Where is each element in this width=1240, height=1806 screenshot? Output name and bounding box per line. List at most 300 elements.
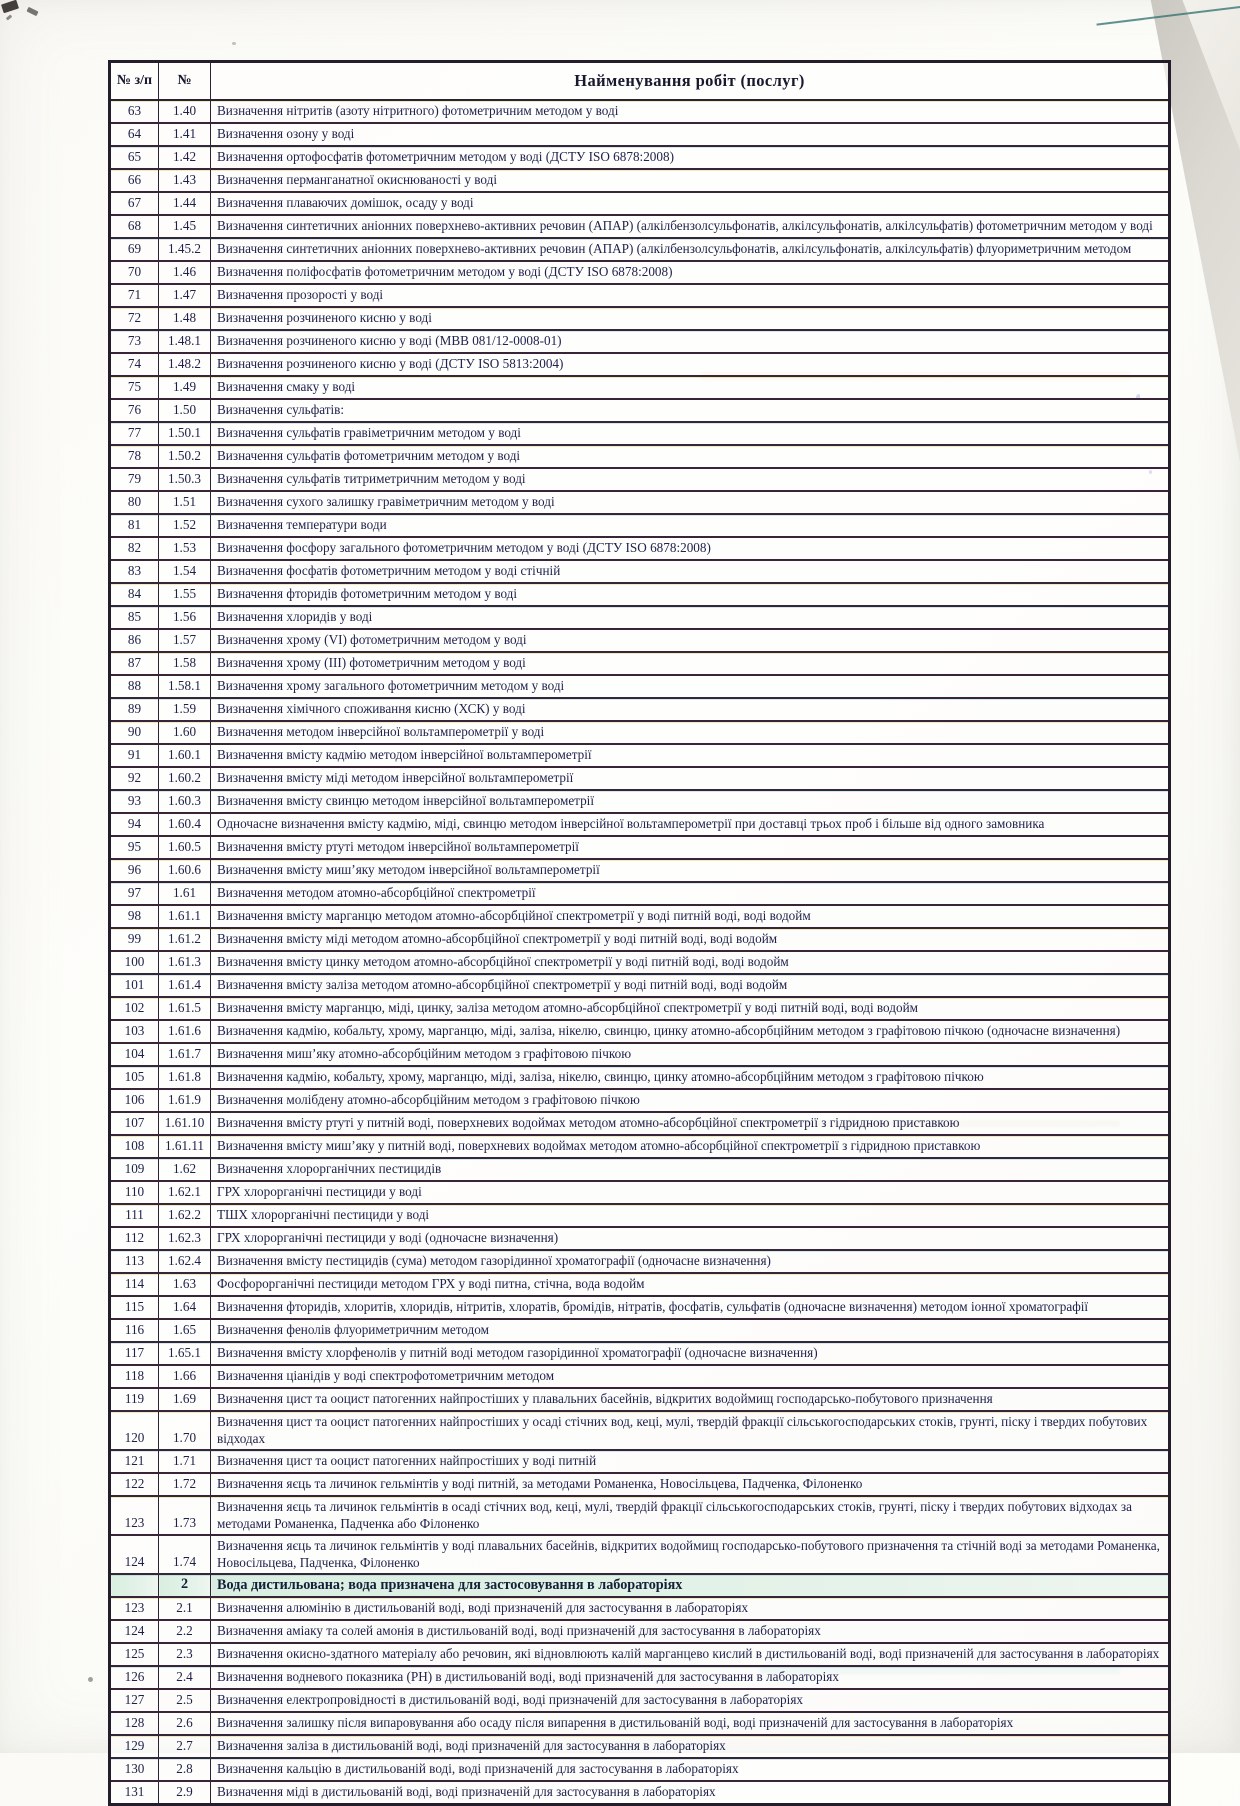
row-index: 120: [110, 1411, 159, 1450]
service-row: [110, 1342, 1170, 1365]
service-row: [110, 1535, 1170, 1574]
row-service-name: Визначення смаку у воді: [211, 376, 1170, 399]
service-row: [110, 123, 1170, 146]
row-code: 2.4: [159, 1666, 211, 1689]
row-service-name: Визначення цист та ооцист патогенних найпростіших у осаді стічних вод, кеці, мулі, твердій фракції сільськогосподарських стоків, грунті, піску і твердих побутових відходах: [211, 1411, 1170, 1450]
row-index: 66: [110, 169, 159, 192]
row-code: 1.60.6: [159, 859, 211, 882]
service-row: [110, 284, 1170, 307]
row-index: 118: [110, 1365, 159, 1388]
row-service-name: Визначення кальцію в дистильованій воді, воді призначеній для застосування в лабораторіях: [211, 1758, 1170, 1781]
row-code: 1.61.2: [159, 928, 211, 951]
row-index: 124: [110, 1620, 159, 1643]
row-service-name: Визначення фосфору загального фотометричним методом у воді (ДСТУ ISO 6878:2008): [211, 537, 1170, 560]
row-service-name: Визначення температури води: [211, 514, 1170, 537]
row-service-name: Визначення синтетичних аніонних поверхнево-активних речовин (АПАР) (алкілбензолсульфонатів, алкілсульфонатів, алкілсульфатів) фотометричним методом у воді: [211, 215, 1170, 238]
service-row: [110, 1620, 1170, 1643]
row-code: 1.50.1: [159, 422, 211, 445]
row-code: 1.60.5: [159, 836, 211, 859]
service-row: [110, 1135, 1170, 1158]
row-service-name: Визначення вмісту хлорфенолів у питній воді методом газорідинної хроматографії (одночасне визначення): [211, 1342, 1170, 1365]
service-row: [110, 1112, 1170, 1135]
scan-smudge-artifact: [6, 14, 13, 20]
service-row: [110, 537, 1170, 560]
service-row: [110, 1043, 1170, 1066]
row-service-name: Визначення сульфатів гравіметричним методом у воді: [211, 422, 1170, 445]
row-index: 69: [110, 238, 159, 261]
service-row: [110, 698, 1170, 721]
row-service-name: Визначення кадмію, кобальту, хрому, марганцю, міді, заліза, нікелю, свинцю, цинку атомно-абсорбційним методом з графітовою пічкою (одночасне визначення): [211, 1020, 1170, 1043]
row-service-name: Визначення синтетичних аніонних поверхнево-активних речовин (АПАР) (алкілбензолсульфонатів, алкілсульфонатів, алкілсульфатів) флуориметричним методом: [211, 238, 1170, 261]
row-index: 121: [110, 1450, 159, 1473]
row-code: 1.62.3: [159, 1227, 211, 1250]
row-code: 1.61.4: [159, 974, 211, 997]
service-row: [110, 1158, 1170, 1181]
service-row: [110, 1365, 1170, 1388]
row-code: 1.61.6: [159, 1020, 211, 1043]
service-row: [110, 767, 1170, 790]
service-row: [110, 376, 1170, 399]
row-code: 1.71: [159, 1450, 211, 1473]
row-code: 1.61.9: [159, 1089, 211, 1112]
row-code: 1.59: [159, 698, 211, 721]
row-service-name: Визначення поліфосфатів фотометричним методом у воді (ДСТУ ISO 6878:2008): [211, 261, 1170, 284]
row-index: 116: [110, 1319, 159, 1342]
row-code: 2.3: [159, 1643, 211, 1666]
row-code: 2.2: [159, 1620, 211, 1643]
row-code: 1.60.4: [159, 813, 211, 836]
row-index: 112: [110, 1227, 159, 1250]
row-service-name: Визначення молібдену атомно-абсорбційним методом з графітовою пічкою: [211, 1089, 1170, 1112]
service-row: [110, 1735, 1170, 1758]
row-index: 71: [110, 284, 159, 307]
row-index: 87: [110, 652, 159, 675]
row-code: 2.5: [159, 1689, 211, 1712]
row-index: 119: [110, 1388, 159, 1411]
row-code: 1.74: [159, 1535, 211, 1574]
row-code: 1.61.3: [159, 951, 211, 974]
row-code: 1.50.3: [159, 468, 211, 491]
row-index: 110: [110, 1181, 159, 1204]
row-index: 83: [110, 560, 159, 583]
column-header-index: № з/п: [110, 62, 159, 101]
row-code: 1.70: [159, 1411, 211, 1450]
row-index: 107: [110, 1112, 159, 1135]
row-index: 74: [110, 353, 159, 376]
row-code: 2.7: [159, 1735, 211, 1758]
service-row: [110, 1204, 1170, 1227]
service-row: [110, 238, 1170, 261]
row-code: 1.45: [159, 215, 211, 238]
service-row: [110, 1296, 1170, 1319]
service-row: [110, 1273, 1170, 1296]
row-code: 1.61.5: [159, 997, 211, 1020]
service-row: [110, 146, 1170, 169]
row-service-name: Визначення яєць та личинок гельмінтів у воді плавальних басейнів, відкритих водоймищ господарсько-побутового призначення та стічній воді за методами Романенка, Новосільцева, Падченка, Філоненко: [211, 1535, 1170, 1574]
row-code: 1.48.1: [159, 330, 211, 353]
row-code: 1.61.8: [159, 1066, 211, 1089]
row-index: 128: [110, 1712, 159, 1735]
row-index: 97: [110, 882, 159, 905]
row-service-name: Визначення хрому загального фотометричним методом у воді: [211, 675, 1170, 698]
row-service-name: Визначення вмісту ртуті у питній воді, поверхневих водоймах методом атомно-абсорбційної спектрометрії з гідридною приставкою: [211, 1112, 1170, 1135]
row-code: 1.64: [159, 1296, 211, 1319]
row-index: 70: [110, 261, 159, 284]
row-code: 1.58: [159, 652, 211, 675]
service-row: [110, 744, 1170, 767]
row-index: 126: [110, 1666, 159, 1689]
row-service-name: ТШХ хлорорганічні пестициди у воді: [211, 1204, 1170, 1227]
service-row: [110, 1181, 1170, 1204]
row-code: 1.41: [159, 123, 211, 146]
row-code: 1.45.2: [159, 238, 211, 261]
row-code: 1.62: [159, 1158, 211, 1181]
service-row: [110, 928, 1170, 951]
row-service-name: Визначення залишку після випаровування або осаду після випарення в дистильованій воді, воді призначеній для застосування в лабораторіях: [211, 1712, 1170, 1735]
row-code: 1.65.1: [159, 1342, 211, 1365]
service-row: [110, 652, 1170, 675]
row-code: 1.73: [159, 1496, 211, 1535]
row-service-name: Визначення окисно-здатного матеріалу або речовин, які відновлюють калій марганцево кислий в дистильованій воді, воді призначеній для застосування в лабораторіях: [211, 1643, 1170, 1666]
row-index: 114: [110, 1273, 159, 1296]
row-service-name: Визначення вмісту цинку методом атомно-абсорбційної спектрометрії у воді питній воді, воді водойм: [211, 951, 1170, 974]
row-index: 111: [110, 1204, 159, 1227]
service-row: [110, 974, 1170, 997]
section-header-row: [110, 1574, 1170, 1597]
row-index: 98: [110, 905, 159, 928]
scan-speck-artifact: [88, 1677, 93, 1682]
row-code: 1.56: [159, 606, 211, 629]
services-table: [108, 60, 1171, 1806]
row-index: 92: [110, 767, 159, 790]
service-row: [110, 1473, 1170, 1496]
row-index: 109: [110, 1158, 159, 1181]
service-row: [110, 836, 1170, 859]
row-code: 1.60.3: [159, 790, 211, 813]
row-service-name: Фосфорорганічні пестициди методом ГРХ у воді питна, стічна, вода водойм: [211, 1273, 1170, 1296]
row-code: 1.60.2: [159, 767, 211, 790]
row-code: 1.72: [159, 1473, 211, 1496]
row-service-name: Визначення вмісту міді методом інверсійної вольтамперометрії: [211, 767, 1170, 790]
row-service-name: Визначення яєць та личинок гельмінтів у воді питній, за методами Романенка, Новосільцева, Падченка, Філоненко: [211, 1473, 1170, 1496]
row-service-name: Визначення фенолів флуориметричним методом: [211, 1319, 1170, 1342]
service-row: [110, 307, 1170, 330]
row-code: 1.49: [159, 376, 211, 399]
row-service-name: Визначення хлоридів у воді: [211, 606, 1170, 629]
row-service-name: Визначення цист та ооцист патогенних найпростіших у воді питній: [211, 1450, 1170, 1473]
column-header-name: Найменування робіт (послуг): [211, 62, 1170, 101]
row-index: [110, 1574, 159, 1597]
row-index: 130: [110, 1758, 159, 1781]
row-service-name: Визначення вмісту марганцю методом атомно-абсорбційної спектрометрії у воді питній воді, воді водойм: [211, 905, 1170, 928]
row-service-name: Визначення сульфатів титриметричним методом у воді: [211, 468, 1170, 491]
service-row: [110, 1689, 1170, 1712]
service-row: [110, 560, 1170, 583]
service-row: [110, 1781, 1170, 1805]
row-code: 1.53: [159, 537, 211, 560]
column-header-code: №: [159, 62, 211, 101]
row-code: 1.47: [159, 284, 211, 307]
row-service-name: Визначення вмісту миш’яку у питній воді, поверхневих водоймах методом атомно-абсорбційної спектрометрії з гідридною приставкою: [211, 1135, 1170, 1158]
row-code: 1.50: [159, 399, 211, 422]
row-code: 2.8: [159, 1758, 211, 1781]
row-service-name: Вода дистильована; вода призначена для застосовування в лабораторіях: [211, 1574, 1170, 1597]
row-code: 1.55: [159, 583, 211, 606]
row-index: 89: [110, 698, 159, 721]
row-service-name: Визначення міді в дистильованій воді, воді призначеній для застосування в лабораторіях: [211, 1781, 1170, 1805]
row-service-name: Визначення фосфатів фотометричним методом у воді стічній: [211, 560, 1170, 583]
row-code: 1.66: [159, 1365, 211, 1388]
row-service-name: Одночасне визначення вмісту кадмію, міді, свинцю методом інверсійної вольтамперометрії при доставці трьох проб і більше від одного замовника: [211, 813, 1170, 836]
row-index: 102: [110, 997, 159, 1020]
row-code: 1.46: [159, 261, 211, 284]
table-header: [110, 62, 1170, 101]
row-code: 1.62.1: [159, 1181, 211, 1204]
service-row: [110, 261, 1170, 284]
service-row: [110, 1643, 1170, 1666]
row-code: 1.61.11: [159, 1135, 211, 1158]
row-service-name: Визначення перманганатної окиснюваності у воді: [211, 169, 1170, 192]
service-row: [110, 353, 1170, 376]
row-index: 125: [110, 1643, 159, 1666]
row-index: 96: [110, 859, 159, 882]
service-row: [110, 1496, 1170, 1535]
row-index: 79: [110, 468, 159, 491]
row-index: 104: [110, 1043, 159, 1066]
row-code: 1.60: [159, 721, 211, 744]
row-code: 1.42: [159, 146, 211, 169]
row-index: 95: [110, 836, 159, 859]
row-index: 91: [110, 744, 159, 767]
service-row: [110, 997, 1170, 1020]
row-index: 88: [110, 675, 159, 698]
row-index: 108: [110, 1135, 159, 1158]
service-row: [110, 1411, 1170, 1450]
service-row: [110, 1020, 1170, 1043]
row-service-name: Визначення кадмію, кобальту, хрому, марганцю, міді, заліза, нікелю, свинцю, цинку атомно-абсорбційним методом з графітовою пічкою: [211, 1066, 1170, 1089]
row-service-name: Визначення яєць та личинок гельмінтів в осаді стічних вод, кеці, мулі, твердій фракції сільськогосподарських стоків, грунті, піску і твердих побутових відходах за методами Романенка, Падченка або Філоненко: [211, 1496, 1170, 1535]
row-index: 94: [110, 813, 159, 836]
row-index: 68: [110, 215, 159, 238]
row-service-name: Визначення методом атомно-абсорбційної спектрометрії: [211, 882, 1170, 905]
row-index: 105: [110, 1066, 159, 1089]
row-code: 1.48.2: [159, 353, 211, 376]
row-code: 1.50.2: [159, 445, 211, 468]
row-index: 77: [110, 422, 159, 445]
service-row: [110, 1388, 1170, 1411]
row-index: 127: [110, 1689, 159, 1712]
row-index: 80: [110, 491, 159, 514]
table-body: [110, 100, 1170, 1805]
service-row: [110, 399, 1170, 422]
row-service-name: Визначення фторидів, хлоритів, хлоридів, нітритів, хлоратів, бромідів, нітратів, фосфатів, сульфатів (одночасне визначення) методом іонної хроматографії: [211, 1296, 1170, 1319]
row-service-name: ГРХ хлорорганічні пестициди у воді (одночасне визначення): [211, 1227, 1170, 1250]
row-code: 1.44: [159, 192, 211, 215]
row-service-name: Визначення електропровідності в дистильованій воді, воді призначеній для застосування в лабораторіях: [211, 1689, 1170, 1712]
row-service-name: Визначення фторидів фотометричним методом у воді: [211, 583, 1170, 606]
row-index: 67: [110, 192, 159, 215]
service-row: [110, 100, 1170, 123]
row-code: 1.60.1: [159, 744, 211, 767]
row-service-name: Визначення розчиненого кисню у воді (МВВ 081/12-0008-01): [211, 330, 1170, 353]
row-code: 1.61.7: [159, 1043, 211, 1066]
row-service-name: Визначення ціанідів у воді спектрофотометричним методом: [211, 1365, 1170, 1388]
service-row: [110, 951, 1170, 974]
row-index: 63: [110, 100, 159, 123]
row-index: 129: [110, 1735, 159, 1758]
scan-smudge-artifact: [1, 0, 19, 13]
row-index: 78: [110, 445, 159, 468]
row-code: 1.63: [159, 1273, 211, 1296]
row-service-name: Визначення прозорості у воді: [211, 284, 1170, 307]
row-code: 2: [159, 1574, 211, 1597]
service-row: [110, 445, 1170, 468]
row-service-name: ГРХ хлорорганічні пестициди у воді: [211, 1181, 1170, 1204]
row-code: 1.62.4: [159, 1250, 211, 1273]
row-code: 1.40: [159, 100, 211, 123]
row-code: 1.48: [159, 307, 211, 330]
row-service-name: Визначення сульфатів:: [211, 399, 1170, 422]
row-service-name: Визначення аміаку та солей амонія в дистильованій воді, воді призначеній для застосування в лабораторіях: [211, 1620, 1170, 1643]
row-code: 2.1: [159, 1597, 211, 1620]
row-service-name: Визначення озону у воді: [211, 123, 1170, 146]
scan-speck-artifact: [232, 42, 236, 45]
service-row: [110, 1250, 1170, 1273]
row-code: 1.58.1: [159, 675, 211, 698]
service-row: [110, 1758, 1170, 1781]
row-service-name: Визначення хрому (VI) фотометричним методом у воді: [211, 629, 1170, 652]
row-index: 103: [110, 1020, 159, 1043]
row-index: 81: [110, 514, 159, 537]
row-index: 86: [110, 629, 159, 652]
service-row: [110, 1450, 1170, 1473]
row-service-name: Визначення вмісту ртуті методом інверсійної вольтамперометрії: [211, 836, 1170, 859]
row-service-name: Визначення ортофосфатів фотометричним методом у воді (ДСТУ ISO 6878:2008): [211, 146, 1170, 169]
row-service-name: Визначення заліза в дистильованій воді, воді призначеній для застосування в лабораторіях: [211, 1735, 1170, 1758]
row-index: 122: [110, 1473, 159, 1496]
row-code: 1.61.1: [159, 905, 211, 928]
row-code: 1.65: [159, 1319, 211, 1342]
service-row: [110, 583, 1170, 606]
row-service-name: Визначення сухого залишку гравіметричним методом у воді: [211, 491, 1170, 514]
service-row: [110, 721, 1170, 744]
row-service-name: Визначення вмісту заліза методом атомно-абсорбційної спектрометрії у воді питній воді, воді водойм: [211, 974, 1170, 997]
row-service-name: Визначення вмісту миш’яку методом інверсійної вольтамперометрії: [211, 859, 1170, 882]
row-service-name: Визначення хрому (III) фотометричним методом у воді: [211, 652, 1170, 675]
row-code: 2.9: [159, 1781, 211, 1805]
service-row: [110, 790, 1170, 813]
row-code: 1.61: [159, 882, 211, 905]
row-index: 123: [110, 1496, 159, 1535]
service-row: [110, 169, 1170, 192]
row-index: 85: [110, 606, 159, 629]
row-index: 64: [110, 123, 159, 146]
row-index: 75: [110, 376, 159, 399]
row-service-name: Визначення нітритів (азоту нітритного) фотометричним методом у воді: [211, 100, 1170, 123]
row-service-name: Визначення цист та ооцист патогенних найпростіших у плавальних басейнів, відкритих водоймищ господарсько-побутового призначення: [211, 1388, 1170, 1411]
row-service-name: Визначення методом інверсійної вольтамперометрії у воді: [211, 721, 1170, 744]
row-service-name: Визначення розчиненого кисню у воді: [211, 307, 1170, 330]
row-service-name: Визначення вмісту міді методом атомно-абсорбційної спектрометрії у воді питній воді, воді водойм: [211, 928, 1170, 951]
row-index: 131: [110, 1781, 159, 1805]
service-row: [110, 491, 1170, 514]
service-row: [110, 675, 1170, 698]
row-service-name: Визначення хімічного споживання кисню (ХСК) у воді: [211, 698, 1170, 721]
service-row: [110, 905, 1170, 928]
row-index: 124: [110, 1535, 159, 1574]
service-row: [110, 192, 1170, 215]
row-index: 106: [110, 1089, 159, 1112]
row-service-name: Визначення плаваючих домішок, осаду у воді: [211, 192, 1170, 215]
service-row: [110, 1666, 1170, 1689]
row-service-name: Визначення вмісту свинцю методом інверсійної вольтамперометрії: [211, 790, 1170, 813]
row-index: 99: [110, 928, 159, 951]
scan-smudge-artifact: [26, 7, 38, 16]
row-index: 100: [110, 951, 159, 974]
service-row: [110, 422, 1170, 445]
row-index: 90: [110, 721, 159, 744]
service-row: [110, 629, 1170, 652]
row-service-name: Визначення алюмінію в дистильованій воді, воді призначеній для застосування в лабораторіях: [211, 1597, 1170, 1620]
row-index: 93: [110, 790, 159, 813]
service-row: [110, 1227, 1170, 1250]
row-code: 1.62.2: [159, 1204, 211, 1227]
service-row: [110, 859, 1170, 882]
row-code: 1.51: [159, 491, 211, 514]
row-service-name: Визначення сульфатів фотометричним методом у воді: [211, 445, 1170, 468]
row-index: 101: [110, 974, 159, 997]
service-row: [110, 514, 1170, 537]
row-code: 2.6: [159, 1712, 211, 1735]
row-index: 123: [110, 1597, 159, 1620]
service-row: [110, 1597, 1170, 1620]
service-row: [110, 215, 1170, 238]
service-row: [110, 1066, 1170, 1089]
service-row: [110, 1319, 1170, 1342]
row-index: 76: [110, 399, 159, 422]
row-code: 1.61.10: [159, 1112, 211, 1135]
row-index: 84: [110, 583, 159, 606]
row-code: 1.57: [159, 629, 211, 652]
row-index: 73: [110, 330, 159, 353]
header-row: [110, 62, 1170, 101]
service-row: [110, 1089, 1170, 1112]
row-index: 115: [110, 1296, 159, 1319]
row-code: 1.43: [159, 169, 211, 192]
row-index: 65: [110, 146, 159, 169]
service-row: [110, 813, 1170, 836]
service-row: [110, 468, 1170, 491]
row-service-name: Визначення вмісту кадмію методом інверсійної вольтамперометрії: [211, 744, 1170, 767]
service-row: [110, 882, 1170, 905]
service-row: [110, 606, 1170, 629]
service-row: [110, 1712, 1170, 1735]
row-index: 72: [110, 307, 159, 330]
row-service-name: Визначення вмісту пестицидів (сума) методом газорідинної хроматографії (одночасне визначення): [211, 1250, 1170, 1273]
row-index: 82: [110, 537, 159, 560]
row-code: 1.54: [159, 560, 211, 583]
row-service-name: Визначення хлорорганічних пестицидів: [211, 1158, 1170, 1181]
row-service-name: Визначення вмісту марганцю, міді, цинку, заліза методом атомно-абсорбційної спектрометрії у воді питній воді, воді водойм: [211, 997, 1170, 1020]
row-index: 113: [110, 1250, 159, 1273]
row-index: 117: [110, 1342, 159, 1365]
row-code: 1.69: [159, 1388, 211, 1411]
row-service-name: Визначення розчиненого кисню у воді (ДСТУ ISO 5813:2004): [211, 353, 1170, 376]
row-code: 1.52: [159, 514, 211, 537]
row-service-name: Визначення миш’яку атомно-абсорбційним методом з графітовою пічкою: [211, 1043, 1170, 1066]
service-row: [110, 330, 1170, 353]
row-service-name: Визначення водневого показника (РН) в дистильованій воді, воді призначеній для застосування в лабораторіях: [211, 1666, 1170, 1689]
